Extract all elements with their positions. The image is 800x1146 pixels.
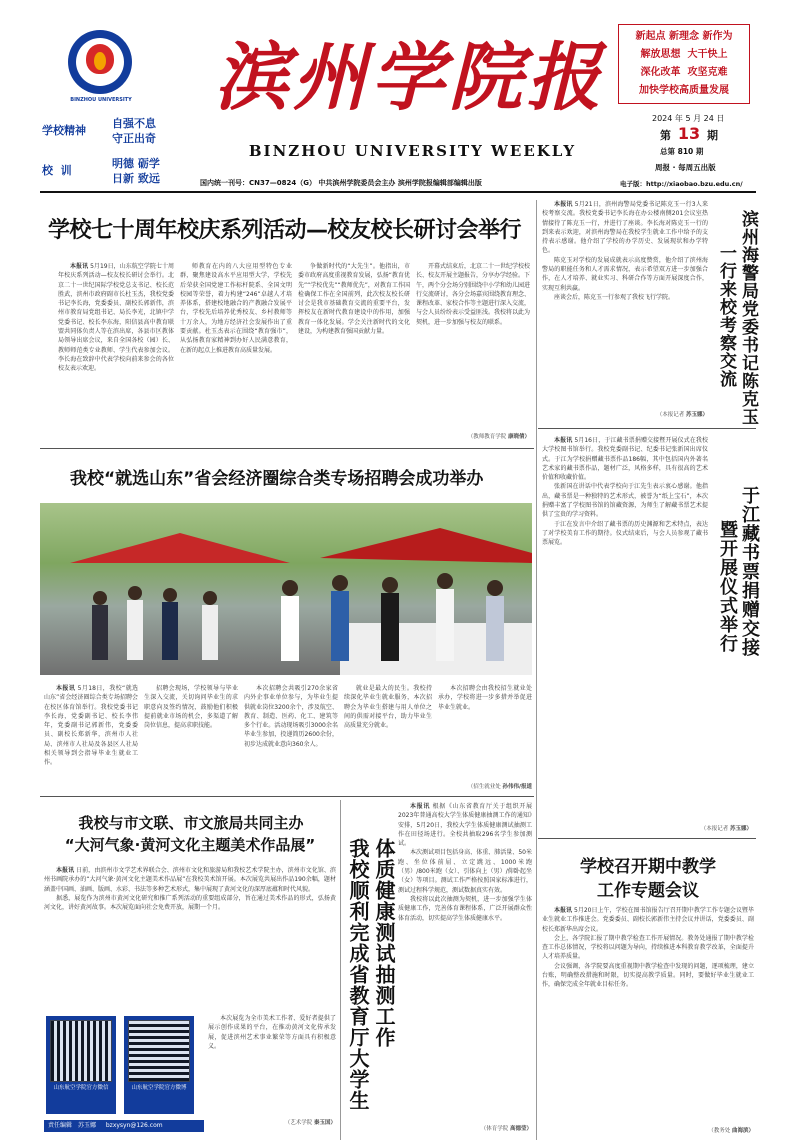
article1-col2 [180, 262, 292, 442]
article4-byline-label: （体育学院 [480, 1126, 509, 1132]
person-body [436, 589, 454, 661]
article4-lead: 本报讯 [410, 803, 431, 810]
article5-byline-label: （本报记者 [656, 412, 685, 418]
red-canopy-right [320, 528, 532, 563]
article3-body-3 [208, 1014, 336, 1114]
article1-col3 [298, 262, 410, 442]
article6-body-text-2: 张新国在讲话中代表学校向于江先生表示衷心感谢。他指出，藏书票是一种独特的艺术形式，被誉为“纸上宝石”，本次捐赠丰富了学校图书馆的馆藏资源，为师生了解藏书票艺术提供了宝贵的学习资料。 [542, 483, 708, 519]
article5-byline-name: 苏玉娜） [685, 412, 708, 418]
article2-byline [430, 782, 532, 790]
qr-box-2 [124, 1016, 194, 1114]
article2-byline-name: 孙伟伟/报道 [502, 784, 532, 790]
qr-box-1 [46, 1016, 116, 1114]
newspaper-title-en: BINZHOU UNIVERSITY WEEKLY [248, 142, 577, 160]
article2-byline-label: （招生就业处 [467, 784, 501, 790]
person-body [381, 593, 399, 661]
article4-body-text-2: 本次测试项目包括身高、体重、肺活量、50米跑、坐位体前屈、立定跳远、1000米跑（男）/800米跑（女）、引体向上（男）/仰卧起坐（女）等项目。测试工作严格按照国家标准进行，测试过程科学规范，测试数据真实有效。 [398, 849, 532, 894]
person-head [332, 575, 348, 591]
article5-byline [542, 410, 708, 418]
article6-body [542, 436, 708, 820]
article7-body-text-3: 会议强调，各学院要高度重视期中教学检查中发现的问题，逐项梳理，建立台账，明确整改措施和时限，切实提高教学质量。同时，要做好毕业生就业工作，确保完成全年就业目标任务。 [542, 962, 754, 989]
article1-byline-label: （教师教育学院 [467, 434, 507, 440]
photo-scene [40, 503, 532, 675]
slogan-line-4: 加快学校高质量发展 [639, 85, 729, 96]
article2-col4-text: 就业是最大的民生。我校持续深化毕业生就业服务，本次招聘会为毕业生搭建与用人单位之间的供需对接平台，助力毕业生高质量充分就业。 [344, 685, 432, 730]
article4-headline-2: 体质健康测试抽测工作 [372, 838, 396, 1048]
logo-flame-core-icon [94, 52, 106, 70]
wechat-qr-code[interactable] [50, 1020, 112, 1082]
editor-label: 责任编辑 [48, 1122, 73, 1129]
article3-byline-label: （艺术学院 [284, 1120, 313, 1126]
person-head [382, 577, 398, 593]
article1-col4-text: 开幕式结束后，北京二十一世纪学校校长、校友开展主题报告，分享办学经验。下午，两个分会场分别围绕中小学和幼儿园进行交流研讨，各分会场嘉宾围绕教育理念、课程改革、家校合作等主题进行深入交流，与会人员纷纷表示受益匪浅。我校将以此为契机，进一步加强与校友的联系。 [416, 263, 530, 326]
article3-byline-name: 秦玉国） [313, 1120, 336, 1126]
issue-number: 13 [677, 124, 701, 143]
recruitment-fair-photo [40, 503, 532, 675]
article5-body-text-3: 座谈会后，陈克玉一行参观了我校飞行学院。 [554, 293, 675, 301]
article2-col3-text: 本次招聘会共吸引270余家省内外企事业单位参与，为毕业生提供就业岗位3200余个，涉及航空、教育、制造、医药、化工、建筑等多个行业。活动现场吸引3000余名毕业生参加，投递简历2600余份，初步达成就业意向360余人。 [244, 685, 338, 748]
article2-col1-text: 5月18日，我校“就选山东”省会经济圈综合类专场招聘会在校区体育馆举行。我校党委书记李长海，党委副书记、校长李伟年，党委副书记郭新伟，党委委员、副校长郑新华，滨州市人社局、滨州市人社局及各县区人社局相关领导到会指导毕业生就业工作。 [44, 685, 138, 767]
slogan-line-2: 解放思想 大干快上 [640, 49, 728, 60]
article3-divider [340, 800, 341, 1140]
article6-byline-name: 苏玉娜） [729, 826, 752, 832]
article1-byline-name: 康晓倩） [507, 434, 530, 440]
article3-body [44, 866, 336, 1010]
person-head [437, 573, 453, 589]
article3-body-text-3: 本次展览为全市美术工作者、爱好者提供了展示创作成果的平台，在推动黄河文化传承发展，促进滨州艺术事业繁荣等方面具有积极意义。 [208, 1015, 336, 1050]
person-head [128, 586, 142, 600]
qr1-label: 山东航空学院官方微信 [53, 1085, 109, 1091]
article1-col1-text: 5月19日，山东航空学院七十周年校庆系列活动—校友校长研讨会举行。北京二十一世纪国际学校党总支书记、校长范胜武，滨州市政府副市长杜玉杰，我校党委书记李长海，党委委员、副校长郭新伟，滨州市教育局党组书记、局长李光，北镇中学党委书记、校长李东海，阳信县高中教育联盟共同体负责人等在滨出席，各县市区教体局领导出席会议，来自全国各校（园）长、教师师范类专业教师、学生代表参加会议。李长海在致辞中代表学校向前来参会的各位校友表示欢迎。 [58, 263, 174, 373]
article5-headline-2: 一行来校考察交流 [716, 244, 736, 388]
article3-byline [208, 1118, 336, 1126]
person-body [162, 602, 178, 660]
article3-body-text-2: 据悉，展览作为滨州市黄河文化研究和推广系列活动的重要组成部分，旨在通过美术作品的形式，弘扬黄河文化，讲好黄河故事。本次展览面向社会免费开放，展期一个月。 [44, 894, 336, 912]
motto-line-2: 日新 致远 [112, 172, 160, 185]
article2-headline: 我校“就选山东”省会经济圈综合类专场招聘会成功举办 [70, 469, 484, 489]
spirit-line-1: 自强不息 [112, 117, 156, 130]
masthead-rule [40, 191, 756, 193]
article4-byline-name: 高德莹） [509, 1126, 532, 1132]
article3-body-text: 日前，由滨州市文学艺术界联合会、滨州市文化和旅游局和我校艺术学院主办，滨州市文化馆、滨州书画院承办的“大河气象·黄河文化主题美术作品展”在我校美术馆开展。本次展览共展出作品190余幅，题材涵盖中国画、油画、版画、水彩、书法等多种艺术形式，集中展现了黄河文化的深厚底蕴和时代风貌。 [44, 867, 336, 893]
article2-col1 [44, 684, 138, 790]
motto-label: 校 训 [42, 164, 72, 177]
person-body [127, 600, 143, 660]
article7-headline-1: 学校召开期中教学 [580, 857, 716, 877]
article2-lead: 本报讯 [56, 685, 76, 692]
article6-body-text-3: 于江在发言中介绍了藏书票的历史渊源和艺术特点，表达了对学校美育工作的期待。仪式结束后，与会人员参观了藏书票展览。 [542, 520, 708, 547]
article1-byline [416, 432, 530, 440]
article7-headline-2: 工作专题会议 [597, 881, 699, 901]
article4-headline-1: 我校顺利完成省教育厅大学生 [346, 838, 370, 1111]
article5-bottom-rule [538, 428, 756, 429]
newspaper-title: 滨州学院报 [214, 35, 605, 121]
article6-byline [542, 824, 752, 832]
article7-body [542, 906, 754, 1122]
article1-col2-text: 师教育在内的八大应用型特色专业群，聚焦建设高水平应用型大学，学校先后荣获全国党建工作标杆院系、全国文明校园等荣誉，着力构建“246”卓越人才培养体系，搭建校地融合的产教融合发展平台，学校先后培养优秀校友、乡村教师等十万余人，为地方经济社会发展作出了重要贡献。杜玉杰表示在围绕“教育强市”，从弘扬教育家精神到办好人民满意教育，在新的起点上推进教育高质量发展。 [180, 263, 292, 354]
article6-byline-label: （本报记者 [700, 826, 729, 832]
slogan-line-3: 深化改革 攻坚克难 [640, 67, 728, 78]
editor-email[interactable]: bzxysyn@126.com [105, 1122, 163, 1129]
article7-byline-name: 曲海滨） [731, 1128, 754, 1134]
issue-number-line [660, 124, 718, 143]
motto-line-1: 明德 砺学 [112, 157, 160, 170]
article4-body-text-3: 我校将以此次抽测为契机，进一步加强学生体质健康工作，完善体育课程体系，广泛开展群众性体育活动，切实提高学生体质健康水平。 [398, 895, 532, 922]
article7-lead: 本报讯 [554, 907, 573, 914]
editor-bar [44, 1120, 204, 1132]
article2-col2-text: 招聘会现场，学校领导与毕业生深入交流，关切询问毕业生的求职意向及签约情况，鼓励他们积极提前就业市场的机会，多渠道了解岗位信息，提高求职技能。 [144, 685, 238, 730]
article3-headline-2: “大河气象·黄河文化主题美术作品展” [64, 836, 316, 854]
article6-headline-1: 于江藏书票捐赠交接 [739, 486, 760, 657]
article3-headline-1: 我校与市文联、市文旅局共同主办 [78, 814, 304, 832]
issue-suffix: 期 [706, 129, 718, 142]
article1-bottom-rule [40, 448, 534, 449]
e-edition-url[interactable]: 电子版：http://xiaobao.bzu.edu.cn/ [620, 180, 743, 188]
person-head [282, 580, 298, 596]
right-column-divider [536, 200, 537, 1140]
person-head [487, 580, 503, 596]
article6-bottom-rule [538, 838, 756, 839]
article6-lead: 本报讯 [554, 437, 573, 444]
slogan-line-1: 新起点 新理念 新作为 [635, 31, 733, 42]
article5-headline-1: 滨州海警局党委书记陈克玉 [738, 210, 758, 426]
article1-col3-text: 争做新时代的“大先生”。他指出，市委市政府高度重视教育发展，弘扬“教育优先”“学校优先”“教师优先”，对教育工作国检确保工作在全国前列，此次校友校长研讨会是我市基础教育交流的重要平台，发挥校友在新时代教育建设中的作用，加强教育一体化发展。学会关注新时代的文化建设，为构建教育强国贡献力量。 [298, 263, 410, 336]
person-head [93, 591, 107, 605]
frequency: 周报 · 每周五出版 [655, 163, 716, 172]
article6-headline-2: 暨开展仪式举行 [717, 520, 738, 653]
article6-body-text: 5月16日，于江藏书票捐赠交接暨开展仪式在我校大学校图书馆举行。我校党委副书记、纪委书记张新国出席仪式。于江为学校捐赠藏书票作品186幅，其中包括国内外著名艺术家的藏书票作品，题材广泛，风格多样，具有很高的艺术价值和收藏价值。 [542, 437, 708, 482]
article2-col4 [344, 684, 432, 790]
article1-lead: 本报讯 [70, 263, 89, 270]
article5-body [542, 200, 708, 410]
publication-info: 国内统一刊号：CN37—0824（G） 中共滨州学院委员会主办 滨州学院报编辑部编辑出版 [200, 179, 482, 187]
spirit-label: 学校精神 [42, 124, 86, 137]
article1-headline: 学校七十周年校庆系列活动—校友校长研讨会举行 [48, 218, 522, 243]
article7-body-text: 5月20日上午，学校在图书馆报告厅召开期中教学工作专题会议暨毕业生就业工作推进会。党委委员、副校长郭新伟主持会议并讲话，党委委员、副校长郑新华出席会议。 [542, 907, 754, 933]
article3-lead: 本报讯 [56, 867, 75, 874]
article5-body-text-2: 陈克玉对学校的发展成就表示高度赞赏，他介绍了滨州海警局的职能任务和人才需求情况，表示希望双方进一步加强合作，在人才培养、就业实习、科研合作等方面开展深度合作，实现互利共赢。 [542, 256, 708, 292]
school-name-en: BINZHOU UNIVERSITY [70, 97, 132, 103]
person-body [486, 596, 504, 661]
article5-lead: 本报讯 [554, 201, 573, 208]
issue-prefix: 第 [660, 129, 671, 142]
weibo-qr-code[interactable] [128, 1020, 190, 1082]
article1-col1 [58, 262, 174, 442]
editor-name: 苏玉娜 [77, 1122, 96, 1129]
person-body [202, 605, 218, 660]
person-head [203, 591, 217, 605]
red-canopy-left [70, 533, 290, 563]
qr2-label: 山东航空学院官方微博 [131, 1085, 187, 1091]
article4-body [398, 802, 532, 1122]
article4-byline [398, 1124, 532, 1132]
article5-body-text: 5月21日，滨州海警局党委书记陈克玉一行3人来校考察交流。我校党委书记李长海在办公楼南侧201会议室热情接待了陈克玉一行，并进行了座谈。李长海对陈克玉一行的到来表示欢迎，对滨州海警局在我校学生就业工作中给予的支持表示感谢。他介绍了学校的办学历史、发展现状和办学特色。 [542, 201, 708, 255]
issue-date: 2024 年 5 月 24 日 [652, 114, 725, 123]
school-logo [68, 30, 132, 94]
article2-col2 [144, 684, 238, 790]
person-body [331, 591, 349, 661]
article2-col3 [244, 684, 338, 790]
article1-col4 [416, 262, 530, 432]
spirit-line-2: 守正出奇 [112, 132, 156, 145]
article4-body-text: 根据《山东省教育厅关于组织开展2023年普通高校大学生体质健康抽测工作的通知》安排，5月20日，我校大学生体质健康测试抽测工作在田径场进行。全校共抽取296名学生参加测试。 [398, 803, 532, 848]
article7-byline-label: （教务处 [708, 1128, 731, 1134]
article2-col5-text: 本次招聘会由我校招生就业处承办，学校将进一步多措并举促进毕业生就业。 [438, 685, 532, 711]
person-body [92, 605, 108, 660]
slogan-box [618, 24, 750, 104]
person-head [163, 588, 177, 602]
article7-body-text-2: 会上，各学院汇报了期中教学检查工作开展情况。教务处通报了期中教学检查工作总体情况，学校将以问题为导向，持续推进本科教育教学改革，全面提升人才培养质量。 [542, 934, 754, 961]
total-issue: 总第 810 期 [660, 147, 704, 156]
article2-bottom-rule [40, 796, 534, 797]
article7-byline [542, 1126, 754, 1134]
article2-col5 [438, 684, 532, 780]
person-body [281, 596, 299, 661]
